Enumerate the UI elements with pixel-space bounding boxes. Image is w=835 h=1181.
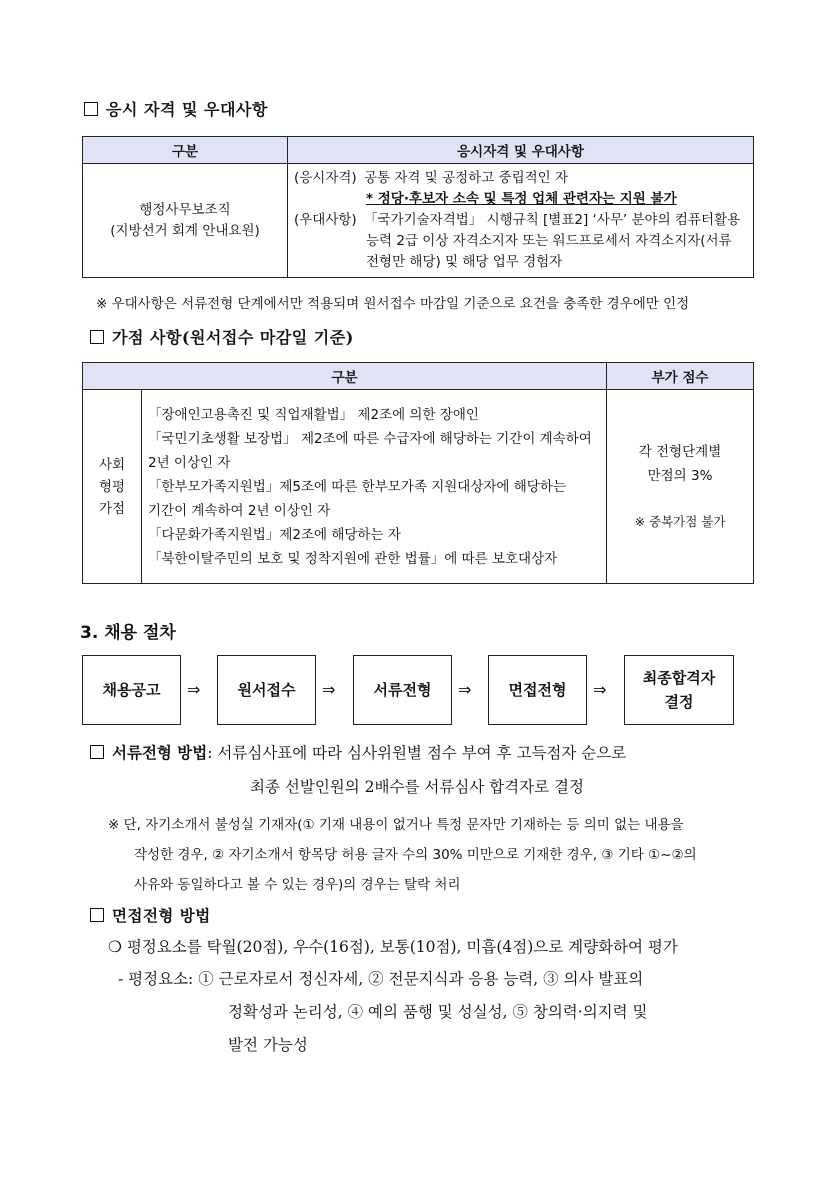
- table-header-category: 구분: [83, 363, 607, 390]
- bonus-items-cell: [142, 390, 607, 584]
- final-step-line: 결정: [664, 693, 694, 711]
- preference-footnote: ※ 우대사항은 서류전형 단계에서만 적용되며 원서접수 마감일 기준으로 요건을 충족한 경우에만 인정: [96, 296, 690, 312]
- section-title-bonus: [90, 325, 354, 348]
- interview-criteria-line: 발전 가능성: [228, 1036, 308, 1054]
- category-line: 행정사무보조직: [139, 201, 231, 218]
- bonus-score-cell: [607, 390, 754, 584]
- checkbox-square-icon: [90, 908, 104, 922]
- preference-label: (우대사항): [294, 212, 357, 228]
- step-box-application: 원서접수: [217, 655, 316, 725]
- document-method-text: 최종 선발인원의 2배수를 서류심사 합격자로 결정: [250, 778, 584, 796]
- eligibility-note: * 정당·후보자 소속 및 특정 업체 관련자는 지원 불가: [366, 191, 677, 207]
- checkbox-square-icon: [90, 330, 104, 344]
- preference-line: 전형만 해당) 및 해당 업무 경험자: [366, 254, 563, 270]
- section-title-eligibility: [84, 97, 268, 120]
- step-box-document-screening: 서류전형: [353, 655, 452, 725]
- arrow-icon: ⇒: [322, 680, 336, 699]
- step-box-interview: 면접전형: [488, 655, 587, 725]
- bonus-category-cell: [83, 390, 142, 584]
- document-note-line: 작성한 경우, ② 자기소개서 항목당 허용 글자 수의 30% 미만으로 기재한 경우, ③ 기타 ①~②의: [134, 847, 697, 863]
- category-line: 사회: [98, 456, 126, 473]
- arrow-icon: ⇒: [187, 680, 201, 699]
- arrow-icon: ⇒: [593, 680, 607, 699]
- score-line: 각 전형단계별: [638, 443, 722, 460]
- preference-line: 「국가기술자격법」 시행규칙 [별표2] ‘사무’ 분야의 컴퓨터활용: [364, 212, 741, 228]
- section-title-procedure: 3. 채용 절차: [80, 623, 176, 643]
- bonus-item: 「다문화가족지원법」제2조에 해당하는 자: [148, 526, 401, 543]
- document-note-line: 사유와 동일하다고 볼 수 있는 경우)의 경우는 탈락 처리: [134, 877, 461, 893]
- section-title-text: 응시 자격 및 우대사항: [106, 100, 268, 119]
- checkbox-square-icon: [84, 102, 98, 116]
- score-note: ※ 중복가점 불가: [634, 513, 726, 529]
- step-box-announcement: 채용공고: [82, 655, 181, 725]
- category-cell: [83, 164, 288, 278]
- interview-method-title: [90, 904, 211, 926]
- category-line: 형평: [98, 478, 126, 495]
- bonus-item: 「한부모가족지원법」제5조에 따른 한부모가족 지원대상자에 해당하는: [148, 478, 566, 495]
- interview-method-line: ❍ 평정요소를 탁월(20점), 우수(16점), 보통(10점), 미흡(4점)으로 계량화하여 평가: [108, 938, 678, 956]
- preference-line: 능력 2급 이상 자격소지자 또는 워드프로세서 자격소지자(서류: [366, 233, 732, 249]
- eligibility-table: [82, 136, 754, 278]
- eligibility-cell: [288, 164, 754, 278]
- interview-criteria-line: 정확성과 논리성, ④ 예의 품행 및 성실성, ⑤ 창의력·의지력 및: [228, 1003, 648, 1021]
- eligibility-label: (응시자격): [294, 170, 357, 186]
- interview-criteria-line: - 평정요소: ① 근로자로서 정신자세, ② 전문지식과 응용 능력, ③ 의사 발표의: [118, 970, 644, 988]
- document-method-label: 서류전형 방법: [112, 743, 208, 762]
- eligibility-text: 공통 자격 및 공정하고 중립적인 자: [364, 170, 569, 186]
- final-step-line: 최종합격자: [642, 669, 716, 687]
- bonus-item: 기간이 계속하여 2년 이상인 자: [148, 502, 331, 519]
- document-method-line: [90, 741, 626, 763]
- table-header-category: 구분: [83, 137, 288, 164]
- score-line: 만점의 3%: [647, 467, 713, 484]
- document-note-line: ※ 단, 자기소개서 불성실 기재자(① 기재 내용이 없거나 특정 문자만 기재하는 등 의미 없는 내용을: [108, 817, 684, 833]
- document-method-text: : 서류심사표에 따라 심사위원별 점수 부여 후 고득점자 순으로: [207, 744, 627, 762]
- bonus-item: 「국민기초생활 보장법」 제2조에 따른 수급자에 해당하는 기간이 계속하여: [148, 430, 592, 447]
- bonus-item: 2년 이상인 자: [148, 454, 231, 471]
- step-box-final: [624, 655, 734, 725]
- arrow-icon: ⇒: [458, 680, 472, 699]
- bonus-item: 「장애인고용촉진 및 직업재활법」 제2조에 의한 장애인: [148, 406, 479, 423]
- table-header-score: 부가 점수: [607, 363, 754, 390]
- interview-method-label: 면접전형 방법: [112, 906, 211, 925]
- checkbox-square-icon: [90, 745, 104, 759]
- section-title-text: 가점 사항(원서접수 마감일 기준): [112, 328, 354, 347]
- category-line: (지방선거 회계 안내요원): [110, 222, 260, 239]
- bonus-item: 「북한이탈주민의 보호 및 정착지원에 관한 법률」에 따른 보호대상자: [148, 550, 558, 567]
- bonus-table: [82, 362, 754, 584]
- table-header-eligibility: 응시자격 및 우대사항: [288, 137, 754, 164]
- category-line: 가점: [98, 500, 126, 517]
